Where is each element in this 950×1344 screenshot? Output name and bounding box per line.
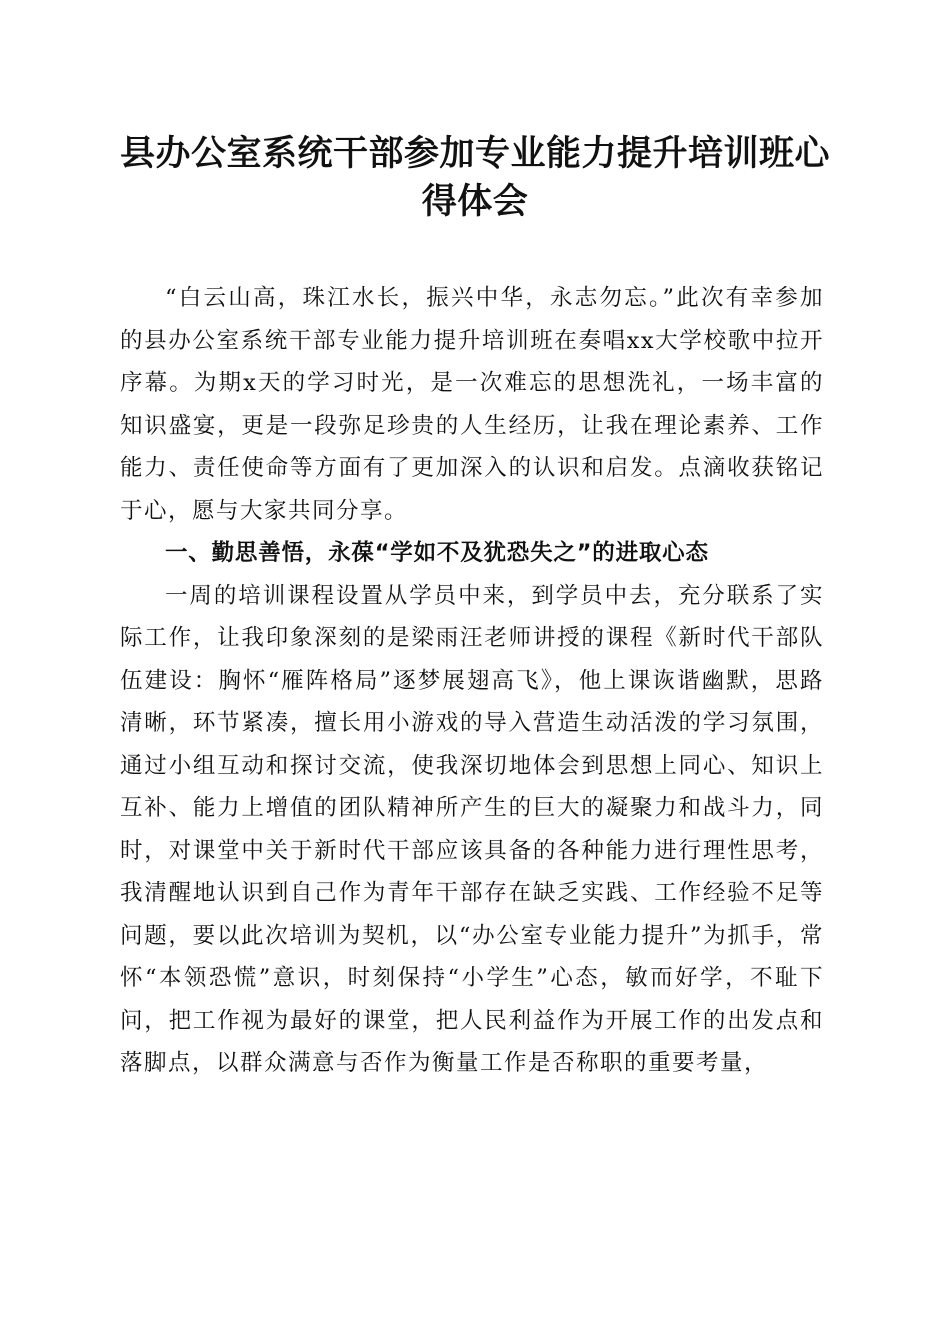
title-line-1: 县办公室系统干部参加专业能力提升培训班心 xyxy=(119,134,830,174)
document-body xyxy=(120,277,824,1085)
title-line-2: 得体会 xyxy=(421,182,529,222)
section-heading-1: 一、勤思善悟，永葆“学如不及犹恐失之”的进取心态 xyxy=(165,540,709,566)
section-1-paragraph: 一周的培训课程设置从学员中来，到学员中去，充分联系了实际工作，让我印象深刻的是梁雨汪老师讲授的课程《新时代干部队伍建设：胸怀“雁阵格局”逐梦展翅高飞》，他上课诙谐幽默，思路清晰，环节紧凑，擅长用小游戏的导入营造生动活泼的学习氛围，通过小组互动和探讨交流，使我深切地体会到思想上同心、知识上互补、能力上增值的团队精神所产生的巨大的凝聚力和战斗力，同时，对课堂中关于新时代干部应该具备的各种能力进行理性思考，我清醒地认识到自己作为青年干部存在缺乏实践、工作经验不足等问题，要以此次培训为契机，以“办公室专业能力提升”为抓手，常怀“本领恐慌”意识，时刻保持“小学生”心态，敏而好学，不耻下问，把工作视为最好的课堂，把人民利益作为开展工作的出发点和落脚点，以群众满意与否作为衡量工作是否称职的重要考量， xyxy=(120,582,824,1076)
document-title xyxy=(110,130,840,226)
intro-paragraph: “白云山高，珠江水长，振兴中华，永志勿忘。”此次有幸参加的县办公室系统干部专业能力提升培训班在奏唱xx大学校歌中拉开序幕。为期x天的学习时光，是一次难忘的思想洗礼，一场丰富的知识盛宴，更是一段弥足珍贵的人生经历，让我在理论素养、工作能力、责任使命等方面有了更加深入的认识和启发。点滴收获铭记于心，愿与大家共同分享。 xyxy=(120,285,824,524)
